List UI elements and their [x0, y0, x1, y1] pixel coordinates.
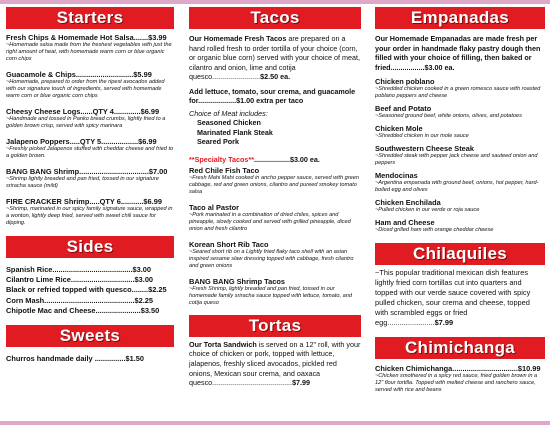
chilaquiles-text: [375, 268, 545, 328]
side-item: Black or refried topped with quesco........$2.25: [6, 285, 167, 295]
item-desc: ~Shredded steak with pepper jack cheese and sauteed onion and peppers: [375, 153, 538, 167]
tortas-desc: is served on a 12" roll, with your choice of chicken or pork, topped with lettuce, jalapenos, freshly sliced avocados, pickled red onions, Mexican sour crema, and oaxaca quesco........................................: [189, 339, 361, 388]
right-column: [375, 7, 545, 394]
sweets-list: [6, 354, 174, 364]
item-title: Chicken Mole: [375, 124, 423, 134]
starters-header: Starters: [6, 7, 174, 29]
menu-item: [375, 104, 545, 120]
item-desc: ~Homemade salsa made from the freshest vegetables with just the right amount of heat, with homemade warm corn or blue organic corn chips: [6, 42, 172, 62]
tacos-addon: Add lettuce, tomato, sour crema, and guacamole for...................$1.00 extra per taco: [189, 86, 356, 106]
top-border: [0, 0, 550, 4]
meat-item: Seared Pork: [197, 137, 239, 146]
item-desc: ~Pork marinated in a combination of dried chiles, spices and pineapple, slowly cooked and served with grilled pineapple, diced onion and fresh cilantro: [189, 211, 351, 232]
item-desc: ~Seared short rib on a Lightly fried flaky taco shell with an asian inspired sesame slaw dressing topped with cabbage, fresh cilantro and green onions: [189, 248, 354, 269]
menu-item: [375, 218, 545, 234]
item-title: BANG BANG Shrimp Tacos: [189, 276, 285, 286]
left-column: [6, 7, 174, 364]
item-title: Korean Short Rib Taco: [189, 239, 269, 249]
item-title: BANG BANG Shrimp..................................$7.00: [6, 167, 168, 176]
sides-header: Sides: [6, 236, 174, 258]
chilaquiles-price: $7.99: [434, 318, 454, 328]
item-desc: ~Argentina empanada with ground beef, onions, hot pepper, hard-boiled egg and olives: [375, 180, 539, 194]
item-title: Beef and Potato: [375, 104, 432, 114]
item-title: Chicken poblano: [375, 77, 435, 87]
item-desc: ~Homemade, prepared to order from the ripest avocados added with our signature touch of ingredients, served with homemade warm corn or blue organic corn chips: [6, 79, 165, 99]
item-title: Jalapeno Poppers.....QTY 5..................$6.99: [6, 137, 157, 146]
tacos-intro-bold: Our Homemade Fresh Tacos: [189, 34, 287, 43]
meat-item: Marinated Flank Steak: [197, 127, 273, 137]
empanadas-header: Empanadas: [375, 7, 545, 29]
tacos-intro-text: are prepared on a hand rolled fresh to order tortilla of your choice (corn, or organic blue corn) served with your choice of meat, cilantro and onion, lime and cotija quesco........................: [189, 34, 360, 82]
menu-item: [375, 77, 545, 100]
item-desc: ~Handmade and tossed in Panko bread crumbs, lightly fried to a golden brown crisp, served with spicy marinara: [6, 116, 166, 129]
menu-item: [189, 166, 361, 196]
menu-item: [375, 171, 545, 194]
item-title: Fresh Chips & Homemade Hot Salsa.......$3.99: [6, 33, 167, 42]
menu-item: [375, 124, 545, 140]
meat-item: Seasoned Chicken: [197, 118, 261, 128]
tortas-bold: Our Torta Sandwich: [189, 339, 257, 349]
tortas-text: [189, 340, 361, 388]
item-title: Chicken Enchilada: [375, 198, 441, 208]
item-title: FIRE CRACKER Shrimp.....QTY 6...........$6.99: [6, 197, 162, 206]
chilaquiles-header: Chilaquiles: [375, 243, 545, 265]
tacos-intro-price: $2.50 ea.: [260, 72, 291, 82]
item-title: Chicken Chimichanga................................$10.99: [375, 364, 541, 374]
menu-item: [6, 167, 174, 190]
menu-item: [6, 33, 174, 63]
empanadas-intro: Our Homemade Empanadas are made fresh per your order in handmade flaky pastry dough then filled with your choice of filling, then baked or fried.................$3.00 ea.: [375, 34, 541, 72]
menu-item: [375, 144, 545, 167]
menu-item: [6, 70, 174, 100]
chilaquiles-desc: ~This popular traditional mexican dish features lightly fried corn tortillas cut into quarters and topped with our verde sauce covered with spicy pulled chicken, sour crema and cheese, topped with scrambled eggs or fried egg.......................: [375, 268, 531, 328]
menu-item: [189, 203, 361, 233]
item-desc: ~Shrimp, marinated in our spicy family signature sauce, wrapped in a wonton, lightly deep fried, served with sweet chili sauce for dipping.: [6, 206, 173, 226]
item-desc: ~Diced grilled ham with orange cheddar cheese: [375, 227, 494, 234]
item-title: Taco al Pastor: [189, 202, 239, 212]
bottom-border: [0, 421, 550, 425]
item-desc: ~Shrimp lightly breaded and pan fried, tossed in our signature sriracha sauce (mild): [6, 176, 159, 189]
item-title: Ham and Cheese: [375, 218, 435, 228]
specialty-label: **Specialty Tacos**: [189, 155, 254, 165]
item-desc: ~Freshly picked Jalapenos stuffed with cheddar cheese and fried to a golden brown.: [6, 146, 174, 159]
chimichanga-header: Chimichanga: [375, 337, 545, 359]
side-item: Chipotle Mac and Cheese......................$3.50: [6, 305, 160, 315]
tacos-intro: [189, 34, 361, 82]
item-title: Mendocinas: [375, 171, 418, 181]
tacos-header: Tacos: [189, 7, 361, 29]
item-desc: ~Fresh Mahi Mahi cooked in ancho pepper sauce, served with green cabbage, red and green onions, cilantro and pureed smokey tomato salsa: [189, 174, 359, 195]
side-item: Spanish Rice.......................................$3.00: [6, 265, 151, 274]
side-item: Cilantro Lime Rice...............................$3.00: [6, 275, 154, 285]
sweet-item: Churros handmade daily ...............$1.50: [6, 354, 145, 364]
item-title: Cheesy Cheese Logs......QTY 4.............$6.99: [6, 107, 160, 116]
tortas-header: Tortas: [189, 315, 361, 337]
item-desc: ~Seasoned ground beef, white onions, olives, and potatoes: [375, 113, 522, 120]
item-desc: ~Shredded chicken in our mole sauce: [375, 133, 469, 140]
menu-item: [375, 364, 545, 394]
middle-column: [189, 7, 361, 388]
sweets-header: Sweets: [6, 325, 174, 347]
menu-item: [375, 198, 545, 214]
menu-item: [6, 137, 174, 160]
item-title: Red Chile Fish Taco: [189, 165, 260, 175]
item-title: Southwestern Cheese Steak: [375, 144, 474, 154]
item-desc: ~Fresh Shrimp, lightly breaded and pan fried, tossed in our homemade family sriracha sauce topped with lettuce, tomato, and cotija queso: [189, 285, 352, 306]
meat-choice-label: Choice of Meat includes:: [189, 108, 268, 118]
menu-item: [189, 277, 361, 307]
item-title: Guacamole & Chips............................$5.99: [6, 70, 152, 79]
item-desc: ~Chicken smothered in a spicy red sauce, fried golden brown in a 12" flour tortilla. Topped with melted cheese and ranchero sauce, served with rice and beans: [375, 373, 538, 394]
menu-item: [6, 197, 174, 227]
item-desc: ~Pulled chicken in our verde or roja sauce: [375, 207, 480, 214]
menu-item: [189, 240, 361, 270]
side-item: Corn Mash............................................$2.25: [6, 295, 154, 305]
meat-list: [189, 118, 361, 146]
menu-item: [6, 107, 174, 130]
tortas-price: $7.99: [292, 378, 311, 388]
sides-list: [6, 265, 174, 316]
specialty-price: ..................$3.00 ea.: [254, 155, 320, 165]
specialty-tacos-line: [189, 155, 361, 164]
item-desc: ~Shredded chicken cooked in a green romesco sauce with roasted poblano peppers and cheese: [375, 86, 541, 100]
